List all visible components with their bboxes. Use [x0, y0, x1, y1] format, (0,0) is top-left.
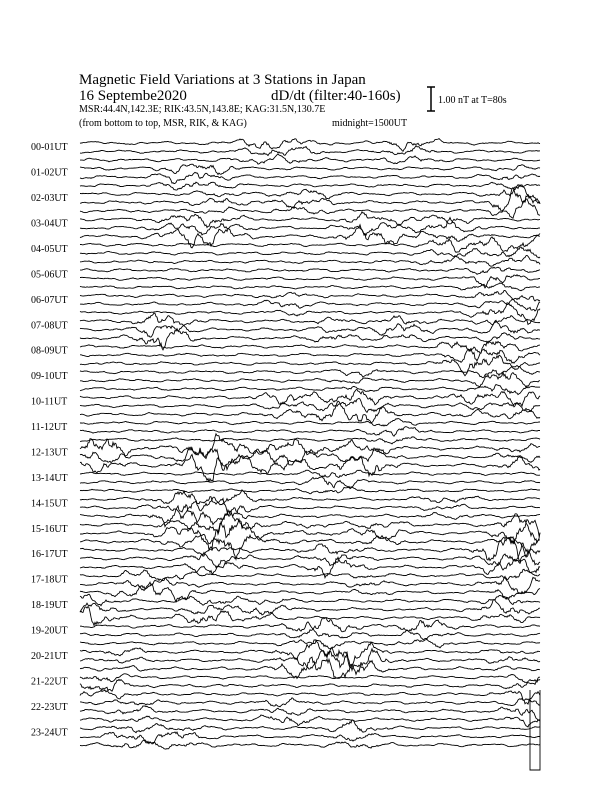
hour-label: 08-09UT: [31, 345, 68, 357]
trace-rik: [80, 427, 540, 437]
hour-label: 03-04UT: [31, 218, 68, 230]
trace-rik: [80, 679, 540, 691]
trace-kag: [80, 341, 540, 361]
hour-label: 16-17UT: [31, 549, 68, 561]
hour-label: 01-02UT: [31, 167, 68, 179]
trace-kag: [80, 313, 540, 325]
hour-label: 23-24UT: [31, 727, 68, 739]
trace-kag: [80, 510, 540, 543]
trace-rik: [80, 497, 540, 518]
trace-kag: [80, 139, 540, 152]
trace-msr: [80, 255, 540, 266]
hour-label: 05-06UT: [31, 269, 68, 281]
hour-label: 06-07UT: [31, 294, 68, 306]
trace-rik: [80, 188, 540, 211]
trace-msr: [80, 740, 540, 749]
hour-label: 20-21UT: [31, 650, 68, 662]
hour-label: 10-11UT: [31, 396, 68, 408]
trace-rik: [80, 706, 540, 721]
trace-msr: [80, 182, 540, 190]
trace-rik: [80, 629, 540, 640]
hour-label: 22-23UT: [31, 701, 68, 713]
hour-label: 11-12UT: [31, 422, 68, 434]
trace-rik: [80, 172, 540, 183]
trace-rik: [80, 398, 540, 412]
filter-label: dD/dt (filter:40-160s): [271, 88, 401, 104]
hour-label: 13-14UT: [31, 472, 68, 484]
trace-rik: [80, 372, 540, 387]
trace-msr: [80, 355, 540, 375]
chart-date: 16 Septembe2020: [79, 88, 187, 104]
trace-msr: [80, 385, 540, 395]
hour-label: 02-03UT: [31, 193, 68, 205]
trace-msr: [80, 534, 540, 559]
trace-rik: [80, 299, 540, 311]
trace-msr: [80, 329, 540, 350]
hour-label: 21-22UT: [31, 676, 68, 688]
trace-msr: [80, 283, 540, 291]
trace-kag: [80, 490, 540, 505]
hour-label: 07-08UT: [31, 320, 68, 332]
scale-label: 1.00 nT at T=80s: [438, 95, 507, 106]
trace-rik: [80, 146, 540, 156]
hour-label: 09-10UT: [31, 371, 68, 383]
trace-kag: [80, 594, 540, 605]
trace-kag: [80, 212, 540, 228]
midnight-note: midnight=1500UT: [332, 118, 408, 129]
trace-kag: [80, 569, 540, 580]
trace-kag: [80, 291, 540, 302]
trace-msr: [80, 715, 540, 727]
trace-rik: [80, 519, 540, 550]
trace-kag: [80, 470, 540, 477]
trace-msr: [80, 437, 540, 444]
trace-kag: [80, 419, 540, 427]
trace-kag: [80, 674, 540, 683]
chart-title: Magnetic Field Variations at 3 Stations in Japan: [79, 72, 366, 88]
trace-msr: [80, 487, 540, 494]
hour-label: 15-16UT: [31, 523, 68, 535]
trace-kag: [80, 366, 540, 378]
station-coordinates: MSR:44.4N,142.3E; RIK:43.5N,143.8E; KAG:31.5N,130.7E: [79, 104, 326, 115]
trace-msr: [80, 455, 540, 482]
hour-label: 14-15UT: [31, 498, 68, 510]
trace-rik: [80, 247, 540, 258]
hour-label: 19-20UT: [31, 625, 68, 637]
trace-rik: [80, 476, 540, 488]
trace-msr: [80, 639, 540, 649]
hour-label: 04-05UT: [31, 243, 68, 255]
stack-order-note: (from bottom to top, MSR, RIK, & KAG): [79, 118, 247, 129]
trace-kag: [80, 267, 540, 274]
trace-kag: [80, 164, 540, 174]
hour-label: 17-18UT: [31, 574, 68, 586]
trace-rik: [80, 218, 540, 236]
trace-kag: [80, 434, 540, 459]
trace-msr: [80, 154, 540, 164]
trace-kag: [80, 698, 540, 707]
hour-label: 12-13UT: [31, 447, 68, 459]
hour-label: 00-01UT: [31, 142, 68, 154]
trace-rik: [80, 543, 540, 567]
hour-label: 18-19UT: [31, 600, 68, 612]
trace-kag: [80, 640, 540, 666]
trace-rik: [80, 275, 540, 288]
trace-rik: [80, 320, 540, 337]
